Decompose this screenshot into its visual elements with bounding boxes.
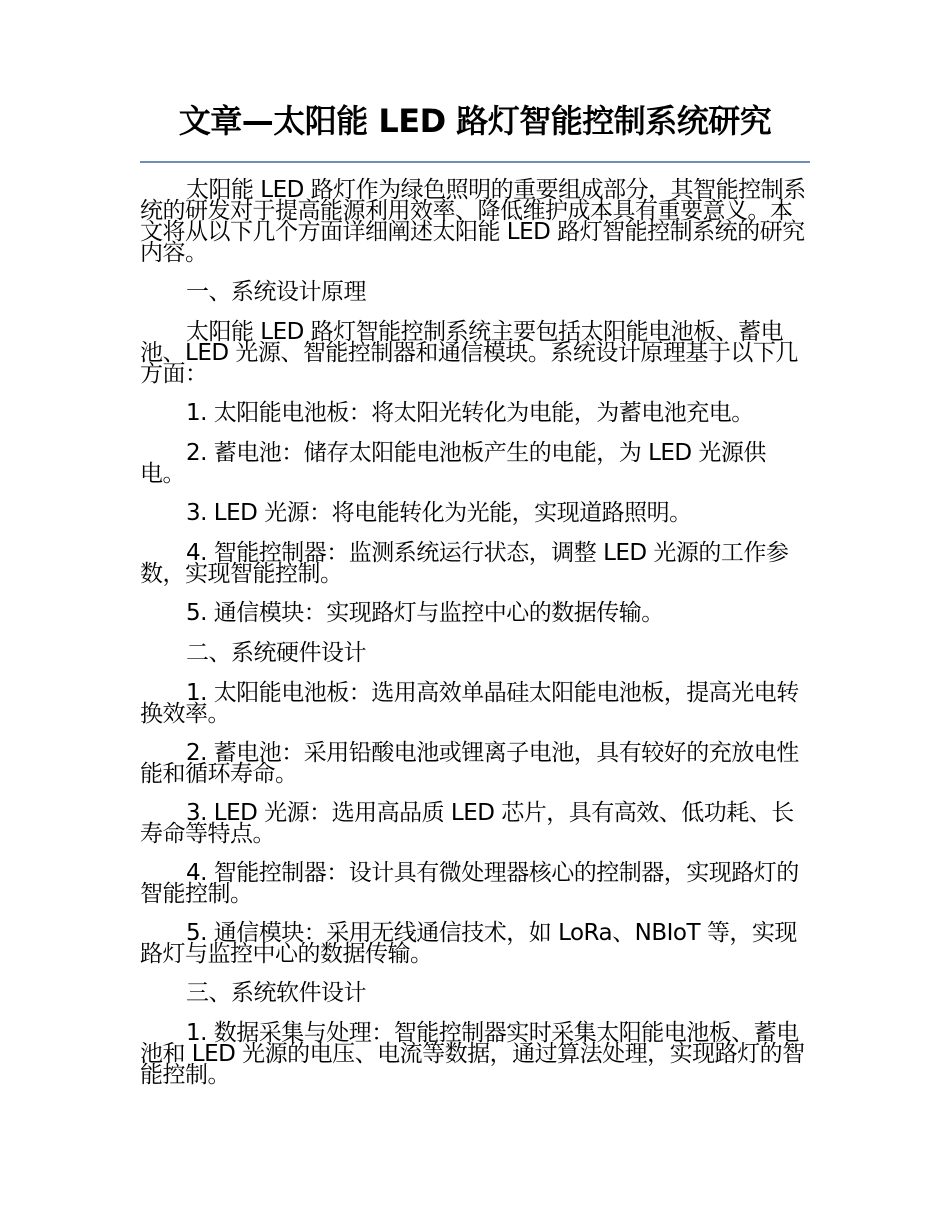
list-item: 4. 智能控制器：监测系统运行状态，调整 LED 光源的工作参数，实现智能控制。	[140, 540, 789, 587]
list-item: 3. LED 光源：选用高品质 LED 芯片，具有高效、低功耗、长寿命等特点。	[140, 800, 794, 847]
section-heading-software-design: 三、系统软件设计	[186, 980, 366, 1006]
list-item: 5. 通信模块：采用无线通信技术，如 LoRa、NBIoT 等，实现路灯与监控中心的数据传输。	[140, 920, 797, 967]
list-item: 2. 蓄电池：采用铅酸电池或锂离子电池，具有较好的充放电性能和循环寿命。	[140, 740, 799, 787]
section-heading-hardware-design: 二、系统硬件设计	[186, 640, 366, 666]
section-heading-design-principle: 一、系统设计原理	[186, 279, 366, 305]
list-item: 1. 太阳能电池板：将太阳光转化为电能，为蓄电池充电。	[186, 400, 754, 426]
document-body	[140, 177, 810, 1104]
title-underline	[140, 161, 810, 163]
list-item: 1. 数据采集与处理：智能控制器实时采集太阳能电池板、蓄电池和 LED 光源的电压、电流等数据，通过算法处理，实现路灯的智能控制。	[140, 1020, 805, 1088]
intro-paragraph: 太阳能 LED 路灯作为绿色照明的重要组成部分，其智能控制系统的研发对于提高能源利用效率、降低维护成本具有重要意义。本文将从以下几个方面详细阐述太阳能 LED 路灯智能控制系统的研究内容。	[140, 177, 806, 266]
list-item: 4. 智能控制器：设计具有微处理器核心的控制器，实现路灯的智能控制。	[140, 860, 799, 907]
list-item: 3. LED 光源：将电能转化为光能，实现道路照明。	[186, 500, 692, 526]
list-item: 5. 通信模块：实现路灯与监控中心的数据传输。	[186, 600, 664, 626]
list-item: 2. 蓄电池：储存太阳能电池板产生的电能，为 LED 光源供电。	[140, 440, 766, 487]
list-item: 1. 太阳能电池板：选用高效单晶硅太阳能电池板，提高光电转换效率。	[140, 680, 799, 727]
document-title: 文章—太阳能 LED 路灯智能控制系统研究	[178, 102, 772, 140]
paragraph: 太阳能 LED 路灯智能控制系统主要包括太阳能电池板、蓄电池、LED 光源、智能控制器和通信模块。系统设计原理基于以下几方面：	[140, 319, 798, 387]
